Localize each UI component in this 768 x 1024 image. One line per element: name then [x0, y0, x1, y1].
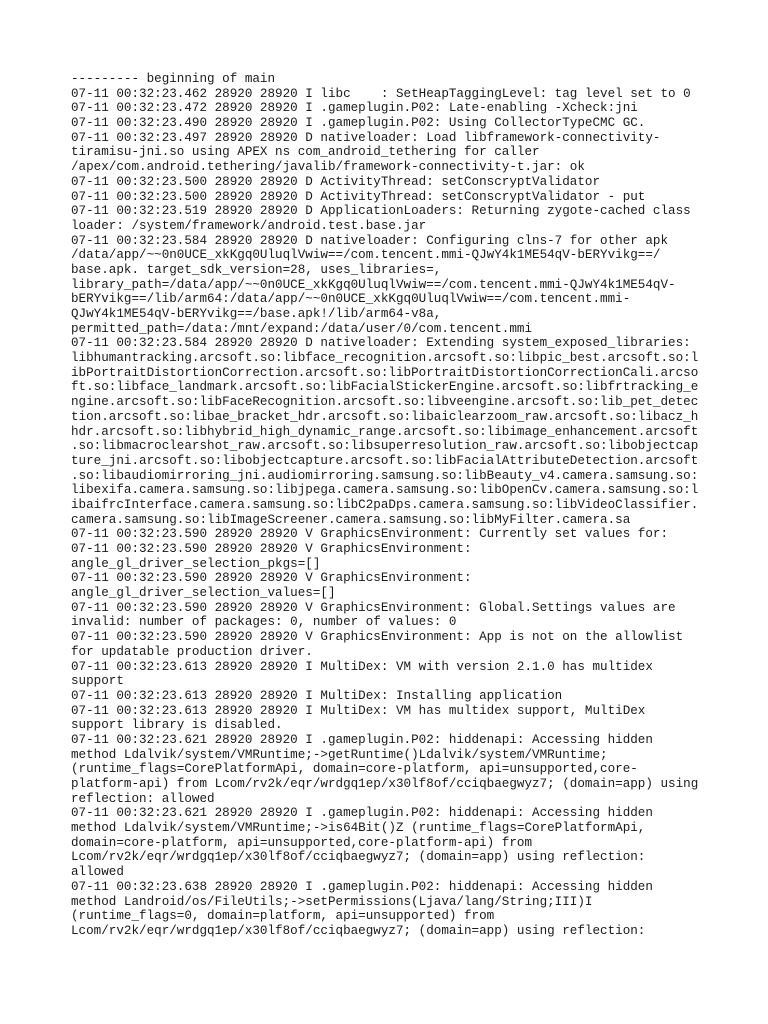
log-line: .so:libaudiomirroring_jni.audiomirroring.samsung.so:libBeauty_v4.camera.samsung.so:: [71, 468, 699, 483]
log-line: permitted_path=/data:/mnt/expand:/data/user/0/com.tencent.mmi: [71, 321, 533, 336]
log-line: Lcom/rv2k/eqr/wrdgq1ep/x30lf8of/cciqbaegwyz7; (domain=app) using reflection:: [71, 850, 646, 865]
log-line: camera.samsung.so:libImageScreener.camera.samsung.so:libMyFilter.camera.sa: [71, 512, 631, 527]
log-line: 07-11 00:32:23.500 28920 28920 D ActivityThread: setConscryptValidator - put: [71, 189, 646, 204]
log-line: 07-11 00:32:23.613 28920 28920 I MultiDex: VM has multidex support, MultiDex: [71, 703, 646, 718]
log-line: ibaifrcInterface.camera.samsung.so:libC2paDps.camera.samsung.so:libVideoClassifier.: [71, 497, 699, 512]
log-line: libhumantracking.arcsoft.so:libface_recognition.arcsoft.so:libpic_best.arcsoft.so:l: [71, 351, 699, 366]
log-line: libexifa.camera.samsung.so:libjpega.camera.samsung.so:libOpenCv.camera.samsung.so:l: [71, 483, 699, 498]
log-line: 07-11 00:32:23.584 28920 28920 D nativeloader: Extending system_exposed_libraries:: [71, 336, 691, 351]
log-line: hdr.arcsoft.so:libhybrid_high_dynamic_range.arcsoft.so:libimage_enhancement.arcsoft: [71, 424, 699, 439]
log-line: method Ldalvik/system/VMRuntime;->getRuntime()Ldalvik/system/VMRuntime;: [71, 747, 608, 762]
log-line: support library is disabled.: [71, 718, 283, 733]
log-line: support: [71, 674, 124, 689]
log-line: /data/app/~~0n0UCE_xkKgq0UluqlVwiw==/com.tencent.mmi-QJwY4k1ME54qV-bERYvikg==/: [71, 248, 661, 263]
log-line: domain=core-platform, api=unsupported,core-platform-api) from: [71, 835, 533, 850]
log-line: 07-11 00:32:23.621 28920 28920 I .gameplugin.P02: hiddenapi: Accessing hidden: [71, 732, 653, 747]
log-line: ft.so:libface_landmark.arcsoft.so:libFacialStickerEngine.arcsoft.so:libfrtracking_e: [71, 380, 699, 395]
log-line: 07-11 00:32:23.613 28920 28920 I MultiDex: VM with version 2.1.0 has multidex: [71, 659, 653, 674]
log-line: /apex/com.android.tethering/javalib/framework-connectivity-t.jar: ok: [71, 160, 585, 175]
log-line: ngine.arcsoft.so:libFaceRecognition.arcsoft.so:libveengine.arcsoft.so:lib_pet_detec: [71, 395, 699, 410]
log-line: 07-11 00:32:23.638 28920 28920 I .gameplugin.P02: hiddenapi: Accessing hidden: [71, 879, 653, 894]
log-line: platform-api) from Lcom/rv2k/eqr/wrdgq1ep/x30lf8of/cciqbaegwyz7; (domain=app) using: [71, 777, 699, 791]
log-line: method Landroid/os/FileUtils;->setPermissions(Ljava/lang/String;III)I: [71, 894, 593, 909]
log-line: allowed: [71, 865, 124, 880]
log-line: ibPortraitDistortionCorrection.arcsoft.so:libPortraitDistortionCorrectionCali.arcso: [71, 365, 699, 380]
log-line: 07-11 00:32:23.490 28920 28920 I .gameplugin.P02: Using CollectorTypeCMC GC.: [71, 116, 646, 131]
log-line: 07-11 00:32:23.590 28920 28920 V GraphicsEnvironment:: [71, 542, 472, 556]
log-line: invalid: number of packages: 0, number of values: 0: [71, 615, 457, 630]
log-line: angle_gl_driver_selection_values=[]: [71, 586, 336, 601]
log-line: tiramisu-jni.so using APEX ns com_android_tethering for caller: [71, 145, 540, 160]
log-line: 07-11 00:32:23.497 28920 28920 D nativeloader: Load libframework-connectivity-: [71, 130, 661, 145]
log-line: 07-11 00:32:23.500 28920 28920 D ActivityThread: setConscryptValidator: [71, 174, 601, 189]
log-line: 07-11 00:32:23.472 28920 28920 I .gameplugin.P02: Late-enabling -Xcheck:jni: [71, 101, 638, 116]
log-line: ture_jni.arcsoft.so:libobjectcapture.arcsoft.so:libFacialAttributeDetection.arcsoft: [71, 453, 699, 468]
log-line: method Ldalvik/system/VMRuntime;->is64Bit()Z (runtime_flags=CorePlatformApi,: [71, 821, 646, 836]
log-line: 07-11 00:32:23.590 28920 28920 V GraphicsEnvironment: App is not on the allowlist: [71, 630, 684, 645]
log-line: 07-11 00:32:23.621 28920 28920 I .gameplugin.P02: hiddenapi: Accessing hidden: [71, 806, 653, 821]
log-line: QJwY4k1ME54qV-bERYvikg==/base.apk!/lib/arm64-v8a,: [71, 307, 442, 321]
log-text-block: [71, 72, 701, 939]
log-line: (runtime_flags=CorePlatformApi, domain=core-platform, api=unsupported,core-: [71, 762, 638, 777]
log-line: 07-11 00:32:23.590 28920 28920 V GraphicsEnvironment: Currently set values for:: [71, 527, 669, 542]
log-line: 07-11 00:32:23.590 28920 28920 V GraphicsEnvironment: Global.Settings values are: [71, 600, 676, 615]
log-line: library_path=/data/app/~~0n0UCE_xkKgq0UluqlVwiw==/com.tencent.mmi-QJwY4k1ME54qV-: [71, 277, 676, 292]
log-line: .so:libmacroclearshot_raw.arcsoft.so:libsuperresolution_raw.arcsoft.so:libobjectcap: [71, 439, 699, 454]
log-line: 07-11 00:32:23.590 28920 28920 V GraphicsEnvironment:: [71, 571, 472, 586]
log-line: 07-11 00:32:23.519 28920 28920 D ApplicationLoaders: Returning zygote-cached class: [71, 204, 691, 219]
log-line: tion.arcsoft.so:libae_bracket_hdr.arcsoft.so:libaiclearzoom_raw.arcsoft.so:libacz_h: [71, 409, 699, 424]
log-line: 07-11 00:32:23.613 28920 28920 I MultiDex: Installing application: [71, 688, 563, 703]
log-line: loader: /system/framework/android.test.base.jar: [71, 218, 427, 233]
log-line: angle_gl_driver_selection_pkgs=[]: [71, 556, 321, 571]
log-line: 07-11 00:32:23.584 28920 28920 D nativeloader: Configuring clns-7 for other apk: [71, 233, 669, 248]
log-line: 07-11 00:32:23.462 28920 28920 I libc : SetHeapTaggingLevel: tag level set to 0: [71, 86, 691, 101]
log-line: Lcom/rv2k/eqr/wrdgq1ep/x30lf8of/cciqbaegwyz7; (domain=app) using reflection:: [71, 923, 646, 938]
log-line: reflection: allowed: [71, 791, 215, 806]
log-line: base.apk. target_sdk_version=28, uses_libraries=,: [71, 262, 442, 277]
log-line: bERYvikg==/lib/arm64:/data/app/~~0n0UCE_xkKgq0UluqlVwiw==/com.tencent.mmi-: [71, 292, 631, 307]
log-line: for updatable production driver.: [71, 644, 313, 659]
log-line: --------- beginning of main: [71, 72, 276, 86]
log-line: (runtime_flags=0, domain=platform, api=unsupported) from: [71, 909, 495, 924]
